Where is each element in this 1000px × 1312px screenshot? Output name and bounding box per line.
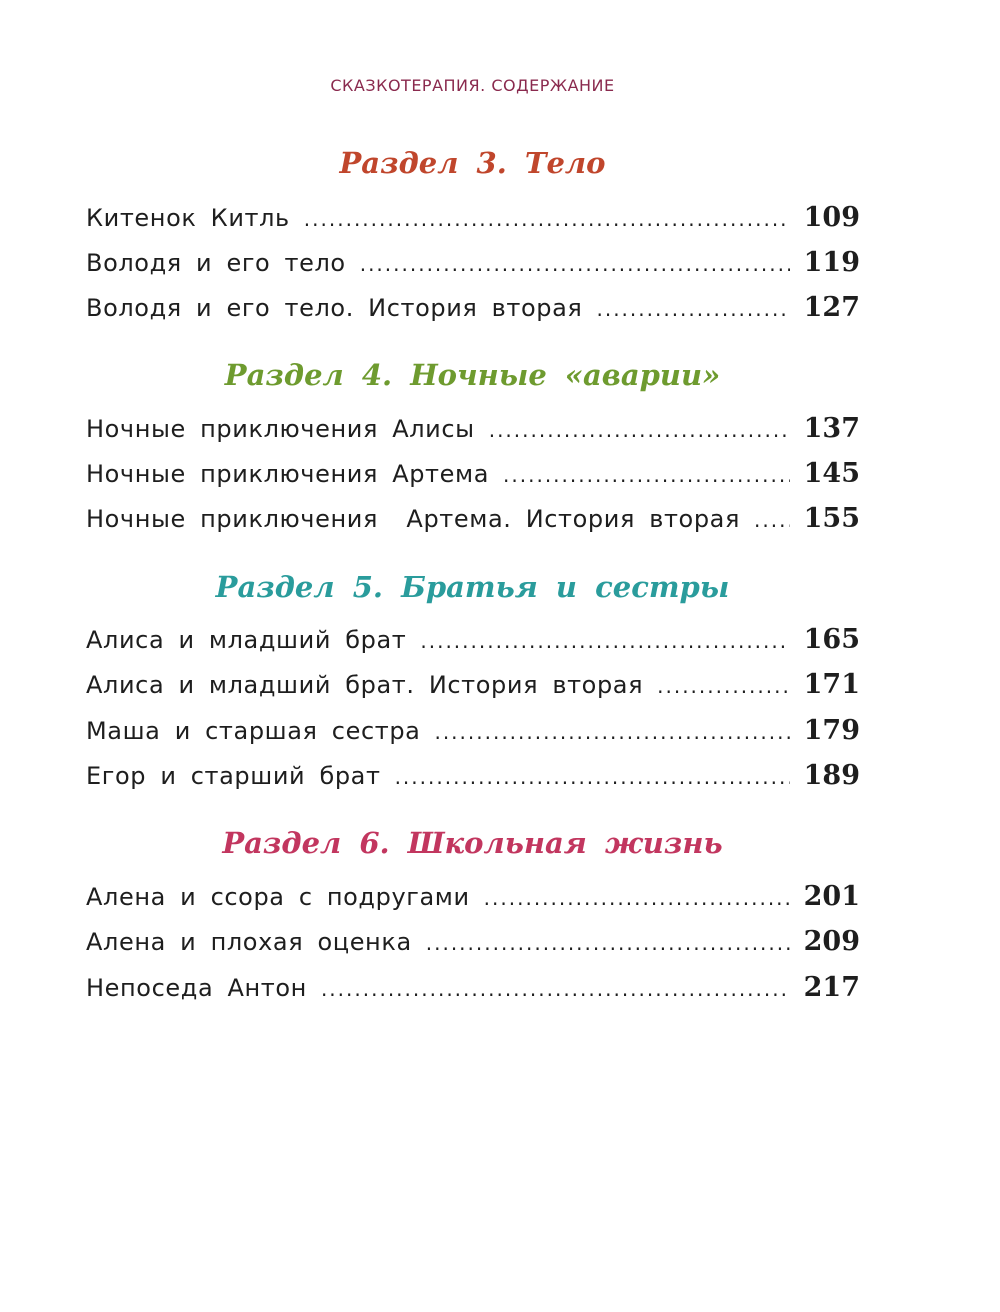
- toc-entry-title: Алена и ссора с подругами: [86, 883, 470, 911]
- toc-entry-title: Володя и его тело. История вторая: [86, 294, 583, 322]
- running-header: СКАЗКОТЕРАПИЯ. СОДЕРЖАНИЕ: [330, 76, 615, 95]
- section-heading-3: Раздел 3. Тело: [339, 146, 606, 180]
- toc-entry[interactable]: [86, 926, 860, 966]
- toc-entry-page: 119: [803, 247, 860, 278]
- toc-entry[interactable]: [86, 458, 860, 498]
- section-heading-5: Раздел 5. Братья и сестры: [215, 570, 730, 604]
- toc-entry[interactable]: [86, 624, 860, 664]
- section-heading-4: Раздел 4. Ночные «аварии»: [224, 358, 721, 392]
- toc-entry-page: 189: [803, 760, 860, 791]
- toc-entry-page: 137: [803, 413, 860, 444]
- toc-entry[interactable]: [86, 972, 860, 1012]
- toc-entry-title: Ночные приключения Артема: [86, 460, 490, 488]
- dot-leader: [596, 297, 789, 321]
- dot-leader: [321, 977, 790, 1001]
- toc-entry-title: Китенок Китль: [86, 204, 290, 232]
- toc-entry-page: 109: [803, 202, 860, 233]
- dot-leader: [657, 674, 790, 698]
- toc-entry-title: Егор и старший брат: [86, 762, 381, 790]
- toc-entry[interactable]: [86, 503, 860, 543]
- toc-entry-title: Ночные приключения Алисы: [86, 415, 475, 443]
- toc-entry-page: 179: [803, 715, 860, 746]
- toc-entry-page: 209: [803, 926, 860, 957]
- toc-entry[interactable]: [86, 202, 860, 242]
- toc-entry-page: 165: [803, 624, 860, 655]
- dot-leader: [420, 629, 789, 653]
- toc-entry[interactable]: [86, 715, 860, 755]
- toc-entry-page: 127: [803, 292, 860, 323]
- toc-entry-page: 201: [803, 881, 860, 912]
- dot-leader: [426, 931, 790, 955]
- toc-entry-title: Володя и его тело: [86, 249, 346, 277]
- dot-leader: [754, 508, 790, 532]
- toc-entry[interactable]: [86, 247, 860, 287]
- toc-entry-page: 155: [803, 503, 860, 534]
- toc-entry[interactable]: [86, 760, 860, 800]
- dot-leader: [484, 886, 790, 910]
- toc-entry-page: 145: [803, 458, 860, 489]
- toc-entry-title: Ночные приключения Артема. История вторая: [86, 505, 741, 533]
- dot-leader: [503, 463, 790, 487]
- toc-entry-title: Маша и старшая сестра: [86, 717, 421, 745]
- toc-entry-title: Алена и плохая оценка: [86, 928, 412, 956]
- toc-entry-title: Алиса и младший брат. История вторая: [86, 671, 644, 699]
- toc-entry[interactable]: [86, 669, 860, 709]
- toc-entry-page: 217: [803, 972, 860, 1003]
- dot-leader: [489, 418, 790, 442]
- toc-entry-page: 171: [803, 669, 860, 700]
- toc-entry-title: Алиса и младший брат: [86, 626, 407, 654]
- toc-entry[interactable]: [86, 881, 860, 921]
- dot-leader: [360, 252, 790, 276]
- dot-leader: [434, 720, 789, 744]
- dot-leader: [304, 207, 790, 231]
- toc-entry[interactable]: [86, 413, 860, 453]
- toc-entry[interactable]: [86, 292, 860, 332]
- dot-leader: [395, 765, 790, 789]
- toc-entry-title: Непоседа Антон: [86, 974, 307, 1002]
- section-heading-6: Раздел 6. Школьная жизнь: [222, 826, 723, 860]
